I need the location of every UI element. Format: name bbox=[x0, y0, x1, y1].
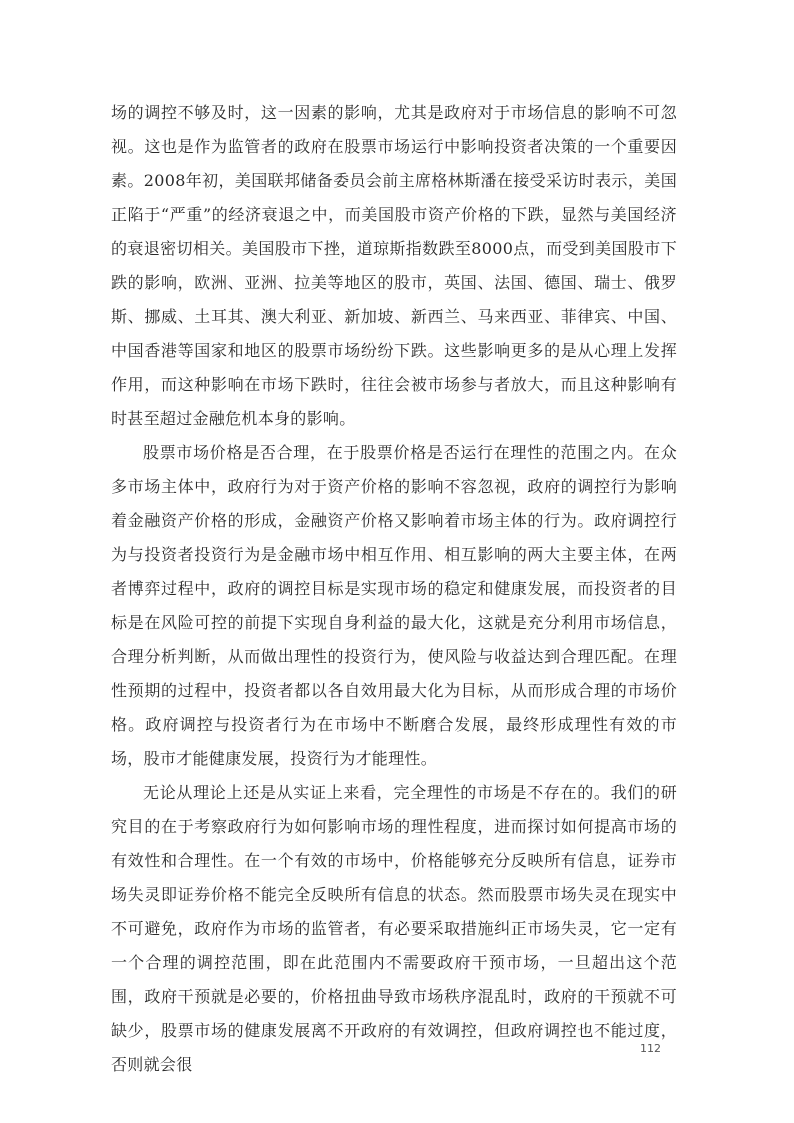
page-number: 112 bbox=[640, 1042, 661, 1055]
paragraph-3: 无论从理论上还是从实证上来看，完全理性的市场是不存在的。我们的研究目的在于考察政府行为如何影响市场的理性程度，进而探讨如何提高市场的有效性和合理性。在一个有效的市场中，价格能够充分反映所有信息，证券市场失灵即证券价格不能完全反映所有信息的状态。然而股票市场失灵在现实中不可避免，政府作为市场的监管者，有必要采取措施纠正市场失灵，它一定有一个合理的调控范围，即在此范围内不需要政府干预市场，一旦超出这个范围，政府干预就是必要的，价格扭曲导致市场秩序混乱时，政府的干预就不可缺少，股票市场的健康发展离不开政府的有效调控，但政府调控也不能过度，否则就会很 bbox=[111, 783, 677, 1074]
body-text bbox=[111, 96, 677, 1082]
paragraph-1: 场的调控不够及时，这一因素的影响，尤其是政府对于市场信息的影响不可忽视。这也是作为监管者的政府在股票市场运行中影响投资者决策的一个重要因素。2008年初，美国联邦储备委员会前主席格林斯潘在接受采访时表示，美国正陷于“严重”的经济衰退之中，而美国股市资产价格的下跌，显然与美国经济的衰退密切相关。美国股市下挫，道琼斯指数跌至8000点，而受到美国股市下跌的影响，欧洲、亚洲、拉美等地区的股市，英国、法国、德国、瑞士、俄罗斯、挪威、土耳其、澳大利亚、新加坡、新西兰、马来西亚、菲律宾、中国、中国香港等国家和地区的股票市场纷纷下跌。这些影响更多的是从心理上发挥作用，而这种影响在市场下跌时，往往会被市场参与者放大，而且这种影响有时甚至超过金融危机本身的影响。 bbox=[111, 103, 677, 428]
paragraph-2: 股票市场价格是否合理，在于股票价格是否运行在理性的范围之内。在众多市场主体中，政府行为对于资产价格的影响不容忽视，政府的调控行为影响着金融资产价格的形成，金融资产价格又影响着市场主体的行为。政府调控行为与投资者投资行为是金融市场中相互作用、相互影响的两大主要主体，在两者博弈过程中，政府的调控目标是实现市场的稳定和健康发展，而投资者的目标是在风险可控的前提下实现自身利益的最大化，这就是充分利用市场信息，合理分析判断，从而做出理性的投资行为，使风险与收益达到合理匹配。在理性预期的过程中，投资者都以各自效用最大化为目标，从而形成合理的市场价格。政府调控与投资者行为在市场中不断磨合发展，最终形成理性有效的市场，股市才能健康发展，投资行为才能理性。 bbox=[111, 443, 677, 768]
